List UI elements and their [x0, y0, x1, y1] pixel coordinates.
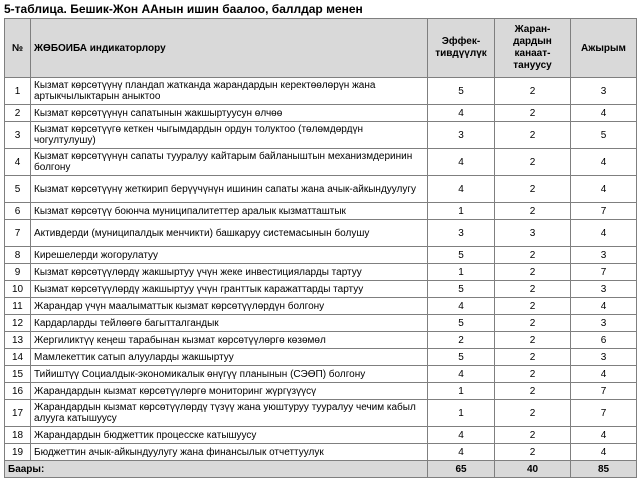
row-satisfaction: 2	[495, 400, 571, 427]
row-gap: 7	[571, 400, 637, 427]
row-num: 2	[5, 105, 31, 122]
table-row	[5, 203, 637, 220]
row-effectiveness: 5	[428, 78, 495, 105]
row-indicator: Кызмат көрсөтүүнүн сапатынын жакшыртуусун өлчөө	[31, 105, 428, 122]
row-gap: 4	[571, 298, 637, 315]
row-indicator: Кардарларды тейлөөгө багытталгандык	[31, 315, 428, 332]
row-satisfaction: 2	[495, 349, 571, 366]
row-satisfaction: 2	[495, 105, 571, 122]
row-effectiveness: 5	[428, 281, 495, 298]
row-satisfaction: 2	[495, 247, 571, 264]
row-satisfaction: 2	[495, 281, 571, 298]
row-indicator: Кызмат көрсөтүү боюнча муниципалитеттер аралык кызматташтык	[31, 203, 428, 220]
row-num: 3	[5, 122, 31, 149]
row-gap: 5	[571, 122, 637, 149]
row-satisfaction: 2	[495, 427, 571, 444]
row-effectiveness: 4	[428, 149, 495, 176]
row-gap: 7	[571, 383, 637, 400]
row-effectiveness: 5	[428, 315, 495, 332]
row-num: 10	[5, 281, 31, 298]
row-gap: 7	[571, 203, 637, 220]
row-effectiveness: 4	[428, 444, 495, 461]
row-effectiveness: 4	[428, 427, 495, 444]
table-row	[5, 264, 637, 281]
row-num: 19	[5, 444, 31, 461]
row-indicator: Жарандардын кызмат көрсөтүүлөрдү түзүү жана уюштуруу тууралуу чечим кабыл алууга катышуусу	[31, 400, 428, 427]
row-indicator: Кызмат көрсөтүүнү пландап жатканда жарандардын керектөөлөрүн жана артыкчылыктарын аныктоо	[31, 78, 428, 105]
table-row	[5, 332, 637, 349]
total-satisfaction: 40	[495, 461, 571, 478]
row-num: 18	[5, 427, 31, 444]
row-effectiveness: 4	[428, 366, 495, 383]
row-gap: 4	[571, 149, 637, 176]
row-satisfaction: 2	[495, 264, 571, 281]
row-indicator: Активдерди (муниципалдык менчикти) башкаруу системасынын болушу	[31, 220, 428, 247]
row-indicator: Тийиштүү Социалдык-экономикалык өнүгүү планынын (СЭӨП) болгону	[31, 366, 428, 383]
table-row	[5, 400, 637, 427]
row-effectiveness: 1	[428, 203, 495, 220]
row-effectiveness: 1	[428, 400, 495, 427]
table-row	[5, 383, 637, 400]
row-effectiveness: 1	[428, 264, 495, 281]
row-effectiveness: 4	[428, 176, 495, 203]
row-gap: 4	[571, 427, 637, 444]
table-title: 5-таблица. Бешик-Жон ААнын ишин баалоо, баллдар менен	[4, 2, 363, 16]
row-effectiveness: 3	[428, 220, 495, 247]
row-satisfaction: 2	[495, 383, 571, 400]
row-num: 13	[5, 332, 31, 349]
row-num: 11	[5, 298, 31, 315]
row-indicator: Бюджеттин ачык-айкындуулугу жана финансылык отчеттуулук	[31, 444, 428, 461]
row-indicator: Кызмат көрсөтүүнү жеткирип берүүчүнүн ишинин сапаты жана ачык-айкындуулугу	[31, 176, 428, 203]
row-num: 8	[5, 247, 31, 264]
table-row	[5, 122, 637, 149]
row-gap: 4	[571, 105, 637, 122]
row-satisfaction: 2	[495, 78, 571, 105]
total-effectiveness: 65	[428, 461, 495, 478]
row-satisfaction: 2	[495, 203, 571, 220]
table-row	[5, 220, 637, 247]
row-satisfaction: 2	[495, 149, 571, 176]
row-satisfaction: 2	[495, 332, 571, 349]
row-indicator: Кызмат көрсөтүүнүн сапаты тууралуу кайтарым байланыштын механизмдеринин болгону	[31, 149, 428, 176]
table-row	[5, 366, 637, 383]
row-satisfaction: 2	[495, 122, 571, 149]
row-gap: 4	[571, 220, 637, 247]
total-gap: 85	[571, 461, 637, 478]
row-num: 15	[5, 366, 31, 383]
row-num: 5	[5, 176, 31, 203]
row-num: 12	[5, 315, 31, 332]
table-row	[5, 444, 637, 461]
table-row	[5, 247, 637, 264]
table-row	[5, 78, 637, 105]
header-satisfaction: Жаран-дардын канаат-тануусу	[495, 19, 571, 78]
total-label: Баары:	[5, 461, 428, 478]
row-satisfaction: 2	[495, 366, 571, 383]
row-num: 1	[5, 78, 31, 105]
row-effectiveness: 1	[428, 383, 495, 400]
row-effectiveness: 5	[428, 247, 495, 264]
row-gap: 3	[571, 349, 637, 366]
row-effectiveness: 4	[428, 105, 495, 122]
table-row	[5, 281, 637, 298]
row-satisfaction: 2	[495, 176, 571, 203]
row-num: 7	[5, 220, 31, 247]
row-indicator: Кирешелерди жогорулатуу	[31, 247, 428, 264]
total-row	[5, 461, 637, 478]
row-gap: 3	[571, 247, 637, 264]
row-gap: 4	[571, 176, 637, 203]
table-row	[5, 149, 637, 176]
row-gap: 4	[571, 444, 637, 461]
table-row	[5, 315, 637, 332]
row-satisfaction: 2	[495, 298, 571, 315]
header-num: №	[5, 19, 31, 78]
row-effectiveness: 2	[428, 332, 495, 349]
row-indicator: Мамлекеттик сатып алууларды жакшыртуу	[31, 349, 428, 366]
row-effectiveness: 3	[428, 122, 495, 149]
header-effectiveness: Эффек-тивдүүлүк	[428, 19, 495, 78]
header-gap: Ажырым	[571, 19, 637, 78]
table-row	[5, 349, 637, 366]
row-satisfaction: 2	[495, 444, 571, 461]
row-gap: 4	[571, 366, 637, 383]
header-indicator: ЖӨБОИБА индикаторлору	[31, 19, 428, 78]
row-gap: 3	[571, 78, 637, 105]
row-num: 14	[5, 349, 31, 366]
row-num: 6	[5, 203, 31, 220]
row-indicator: Кызмат көрсөтүүгө кеткен чыгымдардын ордун толуктоо (төлөмдөрдүн чогултулушу)	[31, 122, 428, 149]
row-num: 9	[5, 264, 31, 281]
row-indicator: Кызмат көрсөтүүлөрдү жакшыртуу үчүн гранттык каражаттарды тартуу	[31, 281, 428, 298]
row-indicator: Жарандар үчүн маалыматтык кызмат көрсөтүүлөрдүн болгону	[31, 298, 428, 315]
row-indicator: Жарандардын кызмат көрсөтүүлөргө мониторинг жүргүзүүсү	[31, 383, 428, 400]
row-effectiveness: 5	[428, 349, 495, 366]
table-row	[5, 298, 637, 315]
header-row	[5, 19, 637, 78]
table-row	[5, 176, 637, 203]
row-num: 17	[5, 400, 31, 427]
row-gap: 6	[571, 332, 637, 349]
row-satisfaction: 3	[495, 220, 571, 247]
table-row	[5, 105, 637, 122]
row-satisfaction: 2	[495, 315, 571, 332]
table-row	[5, 427, 637, 444]
row-num: 4	[5, 149, 31, 176]
indicator-table	[4, 18, 637, 478]
row-indicator: Кызмат көрсөтүүлөрдү жакшыртуу үчүн жеке инвестицияларды тартуу	[31, 264, 428, 281]
row-gap: 3	[571, 281, 637, 298]
row-num: 16	[5, 383, 31, 400]
row-gap: 7	[571, 264, 637, 281]
row-indicator: Жарандардын бюджеттик процесске катышуусу	[31, 427, 428, 444]
row-indicator: Жергиликтүү кеңеш тарабынан кызмат көрсөтүүлөргө көзөмөл	[31, 332, 428, 349]
row-gap: 3	[571, 315, 637, 332]
row-effectiveness: 4	[428, 298, 495, 315]
